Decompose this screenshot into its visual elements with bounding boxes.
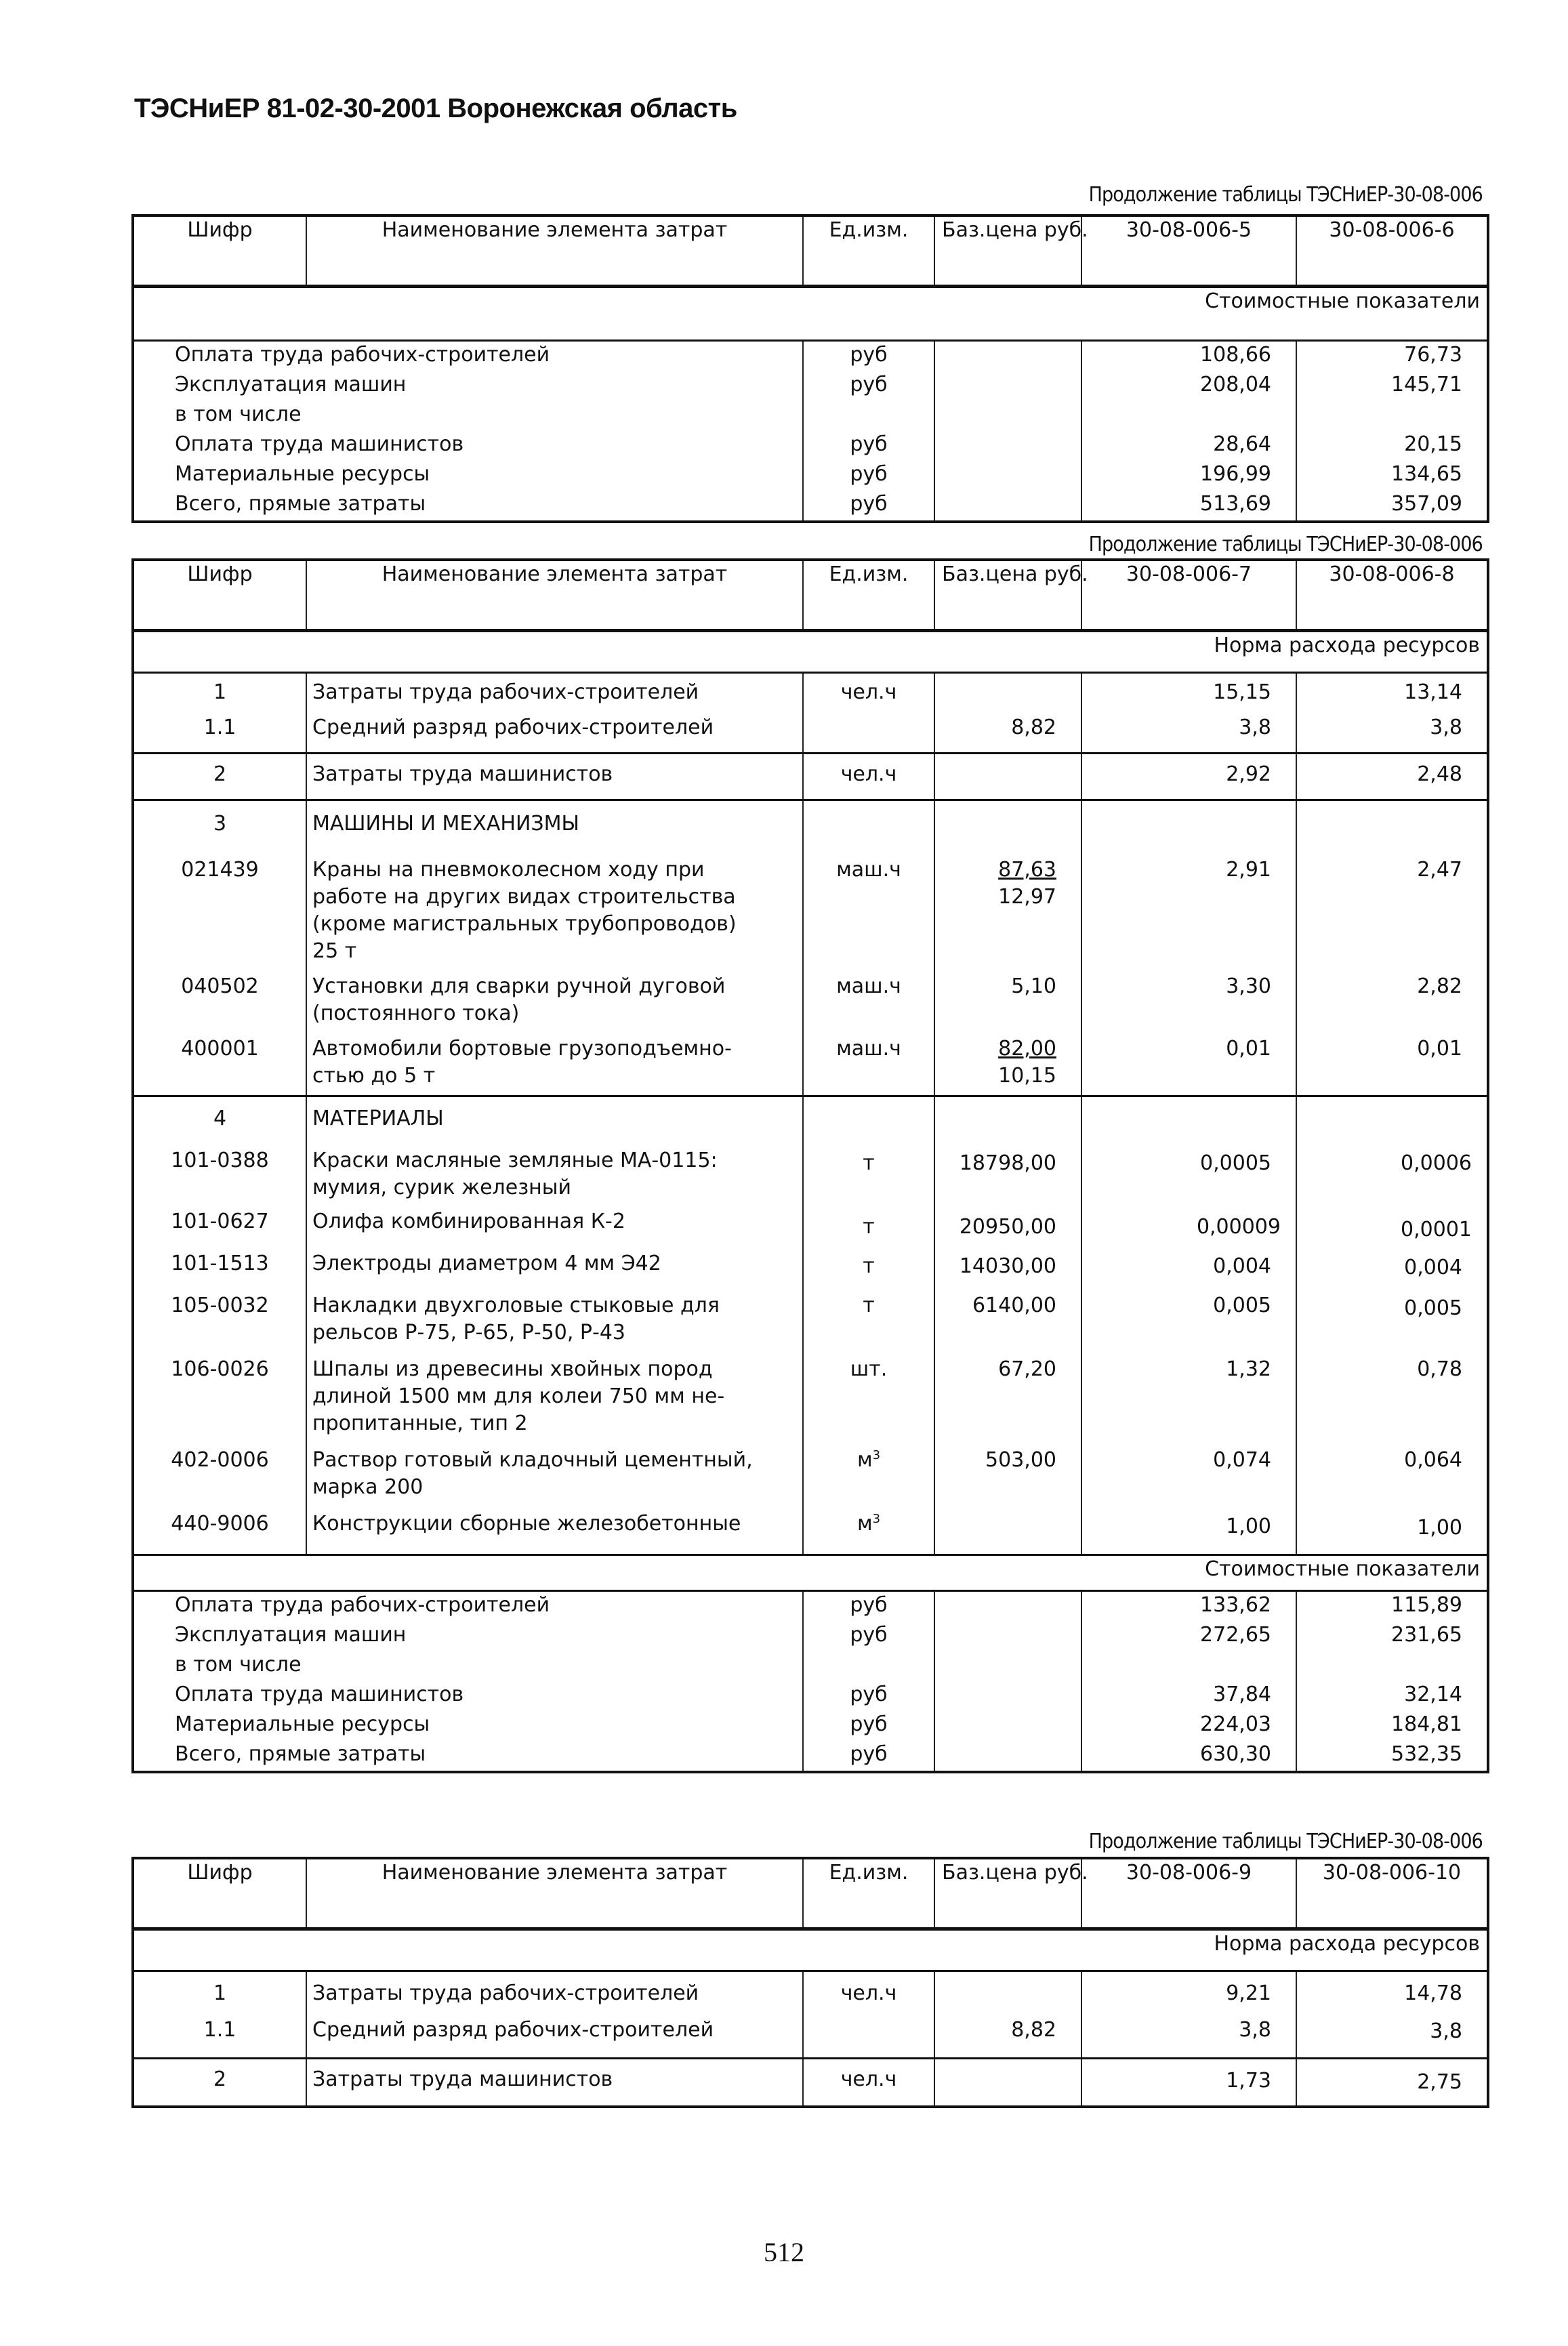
- table-row: [133, 491, 1488, 522]
- row-value-2: 20,15: [1296, 431, 1488, 461]
- unit-text: м: [857, 1448, 873, 1472]
- row-name: [306, 1250, 803, 1292]
- row-value-1: 196,99: [1081, 461, 1296, 491]
- row-price: 67,20: [934, 1356, 1081, 1447]
- row-code: 3: [133, 800, 306, 850]
- row-code: 1.1: [133, 706, 306, 754]
- row-price: [934, 1622, 1081, 1651]
- row-name: [306, 1145, 803, 1208]
- row-price: [934, 1510, 1081, 1555]
- row-value-1: 208,04: [1081, 371, 1296, 401]
- name-line: Олифа комбинированная К-2: [312, 1210, 625, 1233]
- row-value-2: [1296, 401, 1488, 431]
- name-line: стью до 5 т: [312, 1064, 436, 1088]
- row-unit: руб: [803, 1741, 934, 1772]
- row-value-2: 357,09: [1296, 491, 1488, 522]
- unit-text: м: [857, 1512, 873, 1536]
- row-price: [934, 1711, 1081, 1741]
- row-unit: т: [803, 1145, 934, 1208]
- row-value-1: 3,30: [1081, 973, 1296, 1035]
- table-row: [133, 401, 1488, 431]
- price-main: 82,00: [998, 1037, 1056, 1061]
- row-value-1: 0,00009: [1081, 1208, 1296, 1250]
- row-name: Средний разряд рабочих-строителей: [306, 706, 803, 754]
- table-caption: Продолжение таблицы ТЭСНиЕР-30-08-006: [1088, 183, 1483, 207]
- row-value-2: 2,82: [1296, 973, 1488, 1035]
- row-unit: [803, 800, 934, 850]
- section-header-row: [133, 287, 1488, 341]
- row-unit: [803, 706, 934, 754]
- row-unit: руб: [803, 341, 934, 372]
- row-price: 8,82: [934, 706, 1081, 754]
- table-row: [133, 1356, 1488, 1447]
- header-name: Наименование элемента затрат: [306, 215, 803, 287]
- section-label: Норма расхода ресурсов: [133, 631, 1488, 673]
- name-line: Автомобили бортовые грузоподъемно-: [312, 1037, 732, 1061]
- row-name: [306, 850, 803, 973]
- table-row: [133, 1208, 1488, 1250]
- section-header-row: [133, 1929, 1488, 1971]
- row-price: [934, 800, 1081, 850]
- row-unit: [803, 401, 934, 431]
- header-code: Шифр: [133, 1858, 306, 1929]
- row-name: Эксплуатация машин: [133, 371, 803, 401]
- row-name: Затраты труда рабочих-строителей: [306, 1971, 803, 2008]
- row-unit: руб: [803, 491, 934, 522]
- name-line: 25 т: [312, 939, 357, 963]
- row-value-2: 0,0001: [1296, 1208, 1488, 1250]
- header-column-1: 30-08-006-7: [1081, 560, 1296, 631]
- row-unit: руб: [803, 1681, 934, 1711]
- header-unit: Ед.изм.: [803, 215, 934, 287]
- row-unit: т: [803, 1250, 934, 1292]
- table-row: [133, 1591, 1488, 1622]
- header-column-2: 30-08-006-8: [1296, 560, 1488, 631]
- row-name: [306, 1356, 803, 1447]
- row-value-2: 0,064: [1296, 1447, 1488, 1510]
- row-value-1: [1081, 800, 1296, 850]
- table-row: [133, 431, 1488, 461]
- row-code: 040502: [133, 973, 306, 1035]
- row-name: МАТЕРИАЛЫ: [306, 1096, 803, 1145]
- row-value-1: 0,0005: [1081, 1145, 1296, 1208]
- table-header-row: [133, 560, 1488, 631]
- row-value-1: 133,62: [1081, 1591, 1296, 1622]
- table-row: [133, 973, 1488, 1035]
- table-row: [133, 754, 1488, 800]
- row-value-1: 3,8: [1081, 706, 1296, 754]
- row-unit: т: [803, 1208, 934, 1250]
- header-base-price: Баз.цена руб.: [934, 215, 1081, 287]
- row-code: 402-0006: [133, 1447, 306, 1510]
- row-value-1: 15,15: [1081, 673, 1296, 707]
- row-name: [306, 1208, 803, 1250]
- header-code: Шифр: [133, 215, 306, 287]
- row-name: Затраты труда рабочих-строителей: [306, 673, 803, 707]
- row-unit: чел.ч: [803, 754, 934, 800]
- row-name: Затраты труда машинистов: [306, 754, 803, 800]
- row-name: Затраты труда машинистов: [306, 2059, 803, 2107]
- row-price: [934, 754, 1081, 800]
- row-unit: шт.: [803, 1356, 934, 1447]
- row-value-2: 2,75: [1296, 2059, 1488, 2107]
- row-name: в том числе: [133, 1651, 803, 1681]
- row-price: 14030,00: [934, 1250, 1081, 1292]
- table-row: [133, 1292, 1488, 1356]
- table-row: [133, 850, 1488, 973]
- name-line: (постоянного тока): [312, 1002, 520, 1025]
- row-unit: руб: [803, 1591, 934, 1622]
- row-value-2: 0,0006: [1296, 1145, 1488, 1208]
- resource-table-2: [131, 558, 1489, 1773]
- row-value-2: 2,47: [1296, 850, 1488, 973]
- table-row: [133, 1711, 1488, 1741]
- row-value-1: 0,074: [1081, 1447, 1296, 1510]
- table-row: [133, 1651, 1488, 1681]
- row-unit: т: [803, 1292, 934, 1356]
- row-value-2: 115,89: [1296, 1591, 1488, 1622]
- row-code: 101-0388: [133, 1145, 306, 1208]
- row-unit: [803, 2007, 934, 2059]
- row-name: Материальные ресурсы: [133, 461, 803, 491]
- row-value-2: 134,65: [1296, 461, 1488, 491]
- row-value-1: 2,92: [1081, 754, 1296, 800]
- row-value-1: 108,66: [1081, 341, 1296, 372]
- row-unit: маш.ч: [803, 850, 934, 973]
- price-sub: 10,15: [998, 1064, 1056, 1088]
- row-value-1: 0,005: [1081, 1292, 1296, 1356]
- row-value-1: 272,65: [1081, 1622, 1296, 1651]
- row-code: 2: [133, 2059, 306, 2107]
- row-unit: [803, 1651, 934, 1681]
- row-value-2: 3,8: [1296, 2007, 1488, 2059]
- row-price: 5,10: [934, 973, 1081, 1035]
- document-title: ТЭСНиЕР 81-02-30-2001 Воронежская область: [134, 94, 737, 123]
- row-price: [934, 461, 1081, 491]
- row-name: [306, 1292, 803, 1356]
- name-line: (кроме магистральных трубопроводов): [312, 912, 737, 936]
- name-line: работе на других видах строительства: [312, 885, 736, 909]
- table-caption: Продолжение таблицы ТЭСНиЕР-30-08-006: [1088, 533, 1483, 556]
- table-row: [133, 1622, 1488, 1651]
- row-price: [934, 1591, 1081, 1622]
- header-column-2: 30-08-006-10: [1296, 1858, 1488, 1929]
- row-code: 1.1: [133, 2007, 306, 2059]
- row-value-2: 231,65: [1296, 1622, 1488, 1651]
- row-price: [934, 431, 1081, 461]
- table-row: [133, 2007, 1488, 2059]
- table-row: [133, 461, 1488, 491]
- row-price: 18798,00: [934, 1145, 1081, 1208]
- section-label: Стоимостные показатели: [133, 1555, 1488, 1591]
- row-price: [934, 1971, 1081, 2008]
- group-header-row: [133, 1096, 1488, 1145]
- row-code: 1: [133, 673, 306, 707]
- row-unit: маш.ч: [803, 1035, 934, 1096]
- header-base-price: Баз.цена руб.: [934, 1858, 1081, 1929]
- name-line: Электроды диаметром 4 мм Э42: [312, 1252, 661, 1275]
- table-header-row: [133, 1858, 1488, 1929]
- row-unit: чел.ч: [803, 2059, 934, 2107]
- page-number: 512: [764, 2237, 804, 2267]
- row-value-2: 1,00: [1296, 1510, 1488, 1555]
- price-main: 87,63: [998, 858, 1056, 882]
- row-value-2: 13,14: [1296, 673, 1488, 707]
- row-value-2: [1296, 1651, 1488, 1681]
- row-price: [934, 1741, 1081, 1772]
- name-line: мумия, сурик железный: [312, 1176, 571, 1199]
- header-column-1: 30-08-006-5: [1081, 215, 1296, 287]
- row-price: [934, 341, 1081, 372]
- row-price: [934, 491, 1081, 522]
- table-row: [133, 1741, 1488, 1772]
- row-name: в том числе: [133, 401, 803, 431]
- header-name: Наименование элемента затрат: [306, 1858, 803, 1929]
- name-line: Раствор готовый кладочный цементный,: [312, 1448, 753, 1472]
- row-value-1: [1081, 1096, 1296, 1145]
- name-line: рельсов Р-75, Р-65, Р-50, Р-43: [312, 1321, 625, 1344]
- row-name: МАШИНЫ И МЕХАНИЗМЫ: [306, 800, 803, 850]
- row-price: 6140,00: [934, 1292, 1081, 1356]
- row-price: [934, 850, 1081, 973]
- name-line: длиной 1500 мм для колеи 750 мм не-: [312, 1384, 725, 1408]
- row-value-1: 37,84: [1081, 1681, 1296, 1711]
- row-value-1: 1,00: [1081, 1510, 1296, 1555]
- row-value-1: 1,73: [1081, 2059, 1296, 2107]
- row-name: Всего, прямые затраты: [133, 491, 803, 522]
- name-line: Конструкции сборные железобетонные: [312, 1512, 741, 1536]
- table-row: [133, 371, 1488, 401]
- row-code: 400001: [133, 1035, 306, 1096]
- row-value-2: 145,71: [1296, 371, 1488, 401]
- row-value-1: 2,91: [1081, 850, 1296, 973]
- row-value-2: 0,78: [1296, 1356, 1488, 1447]
- section-header-row: [133, 1555, 1488, 1591]
- row-unit: [803, 1096, 934, 1145]
- table-row: [133, 341, 1488, 372]
- name-line: пропитанные, тип 2: [312, 1412, 528, 1435]
- table-row: [133, 1971, 1488, 2008]
- row-price: 20950,00: [934, 1208, 1081, 1250]
- row-name: Материальные ресурсы: [133, 1711, 803, 1741]
- unit-superscript: 3: [872, 1512, 881, 1526]
- row-value-2: 0,01: [1296, 1035, 1488, 1096]
- section-label: Норма расхода ресурсов: [133, 1929, 1488, 1971]
- row-code: 440-9006: [133, 1510, 306, 1555]
- resource-table-1: [131, 214, 1489, 523]
- table-row: [133, 1035, 1488, 1096]
- row-name: [306, 1510, 803, 1555]
- row-value-1: 1,32: [1081, 1356, 1296, 1447]
- row-value-1: 0,004: [1081, 1250, 1296, 1292]
- table-row: [133, 1145, 1488, 1208]
- row-price: [934, 371, 1081, 401]
- row-value-2: [1296, 1096, 1488, 1145]
- row-name: Оплата труда рабочих-строителей: [133, 341, 803, 372]
- row-price: 8,82: [934, 2007, 1081, 2059]
- table-row: [133, 1447, 1488, 1510]
- row-name: Оплата труда машинистов: [133, 1681, 803, 1711]
- table-row: [133, 1250, 1488, 1292]
- row-value-2: 0,005: [1296, 1292, 1488, 1356]
- name-line: Установки для сварки ручной дуговой: [312, 974, 726, 998]
- name-line: марка 200: [312, 1475, 424, 1499]
- table-row: [133, 706, 1488, 754]
- row-price: [934, 673, 1081, 707]
- row-name: [306, 973, 803, 1035]
- row-name: Оплата труда машинистов: [133, 431, 803, 461]
- row-value-2: 2,48: [1296, 754, 1488, 800]
- row-code: 1: [133, 1971, 306, 2008]
- row-code: 2: [133, 754, 306, 800]
- row-value-1: [1081, 401, 1296, 431]
- row-value-2: 32,14: [1296, 1681, 1488, 1711]
- row-code: 101-1513: [133, 1250, 306, 1292]
- header-column-2: 30-08-006-6: [1296, 215, 1488, 287]
- row-value-1: 3,8: [1081, 2007, 1296, 2059]
- name-line: Краны на пневмоколесном ходу при: [312, 858, 705, 882]
- table-header-row: [133, 215, 1488, 287]
- section-label: Стоимостные показатели: [133, 287, 1488, 341]
- row-value-2: 532,35: [1296, 1741, 1488, 1772]
- table-caption: Продолжение таблицы ТЭСНиЕР-30-08-006: [1088, 1830, 1483, 1853]
- row-value-2: 3,8: [1296, 706, 1488, 754]
- row-price: 503,00: [934, 1447, 1081, 1510]
- row-name: Эксплуатация машин: [133, 1622, 803, 1651]
- row-code: 021439: [133, 850, 306, 973]
- row-unit: руб: [803, 431, 934, 461]
- row-name: Всего, прямые затраты: [133, 1741, 803, 1772]
- row-unit: руб: [803, 1711, 934, 1741]
- row-name: Средний разряд рабочих-строителей: [306, 2007, 803, 2059]
- row-unit: [803, 1447, 934, 1510]
- row-name: [306, 1035, 803, 1096]
- section-header-row: [133, 631, 1488, 673]
- resource-table-3: [131, 1857, 1489, 2108]
- row-price: [934, 1651, 1081, 1681]
- row-code: 105-0032: [133, 1292, 306, 1356]
- row-value-1: 630,30: [1081, 1741, 1296, 1772]
- table-row: [133, 1510, 1488, 1555]
- row-value-1: 0,01: [1081, 1035, 1296, 1096]
- row-code: 106-0026: [133, 1356, 306, 1447]
- row-value-1: 224,03: [1081, 1711, 1296, 1741]
- row-value-1: [1081, 1651, 1296, 1681]
- name-line: Накладки двухголовые стыковые для: [312, 1294, 720, 1317]
- row-code: 101-0627: [133, 1208, 306, 1250]
- row-price: [934, 2059, 1081, 2107]
- row-unit: руб: [803, 371, 934, 401]
- group-header-row: [133, 800, 1488, 850]
- table-row: [133, 1681, 1488, 1711]
- row-price: [934, 1096, 1081, 1145]
- row-unit: чел.ч: [803, 673, 934, 707]
- table-row: [133, 2059, 1488, 2107]
- row-unit: чел.ч: [803, 1971, 934, 2008]
- row-value-2: [1296, 800, 1488, 850]
- name-line: Шпалы из древесины хвойных пород: [312, 1357, 713, 1381]
- row-name: Оплата труда рабочих-строителей: [133, 1591, 803, 1622]
- row-value-2: 76,73: [1296, 341, 1488, 372]
- row-unit: [803, 1510, 934, 1555]
- name-line: Краски масляные земляные МА-0115:: [312, 1149, 718, 1172]
- row-price: [934, 401, 1081, 431]
- row-price: [934, 1681, 1081, 1711]
- header-unit: Ед.изм.: [803, 560, 934, 631]
- row-unit: руб: [803, 461, 934, 491]
- header-code: Шифр: [133, 560, 306, 631]
- row-code: 4: [133, 1096, 306, 1145]
- unit-superscript: 3: [872, 1448, 881, 1462]
- price-sub: 12,97: [998, 885, 1056, 909]
- table-row: [133, 673, 1488, 707]
- row-value-1: 513,69: [1081, 491, 1296, 522]
- row-name: [306, 1447, 803, 1510]
- header-column-1: 30-08-006-9: [1081, 1858, 1296, 1929]
- header-unit: Ед.изм.: [803, 1858, 934, 1929]
- row-value-2: 184,81: [1296, 1711, 1488, 1741]
- row-unit: маш.ч: [803, 973, 934, 1035]
- header-name: Наименование элемента затрат: [306, 560, 803, 631]
- row-value-2: 0,004: [1296, 1250, 1488, 1292]
- row-unit: руб: [803, 1622, 934, 1651]
- header-base-price: Баз.цена руб.: [934, 560, 1081, 631]
- row-price: [934, 1035, 1081, 1096]
- row-value-2: 14,78: [1296, 1971, 1488, 2008]
- row-value-1: 9,21: [1081, 1971, 1296, 2008]
- row-value-1: 28,64: [1081, 431, 1296, 461]
